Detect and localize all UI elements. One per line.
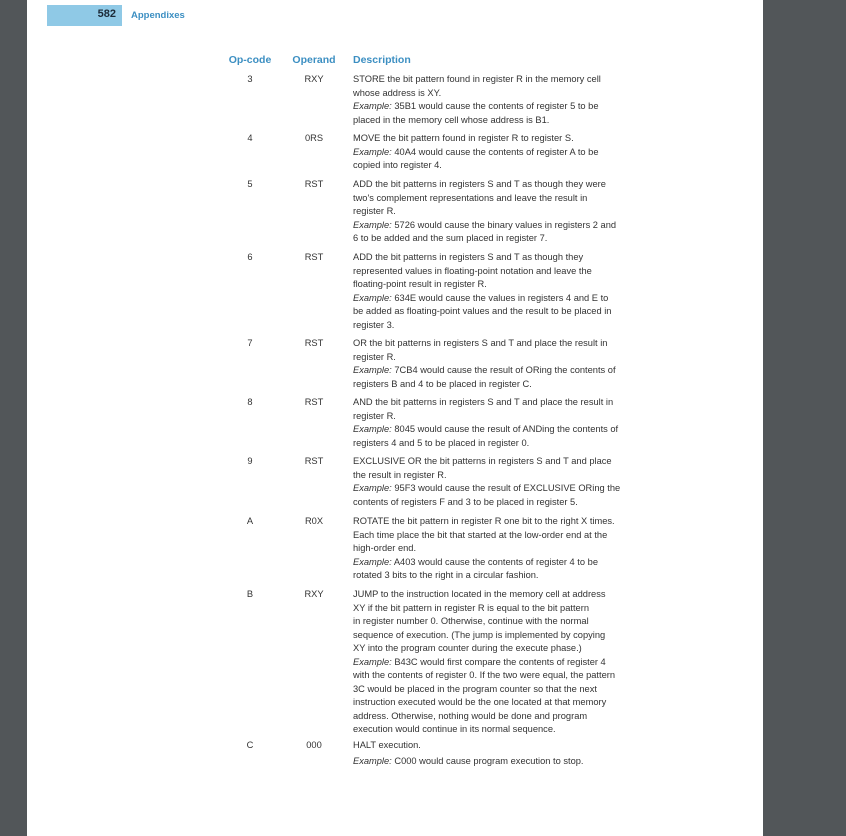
example-line: registers B and 4 to be placed in register C. xyxy=(353,378,532,389)
operand-cell: RST xyxy=(304,456,324,466)
page-number: 582 xyxy=(97,8,116,20)
operand-cell: RXY xyxy=(304,589,324,599)
running-head: Appendixes xyxy=(131,10,185,21)
example-label: Example: xyxy=(353,483,392,493)
example-line xyxy=(353,556,653,570)
example-label: Example: xyxy=(353,755,392,766)
example-label: Example: xyxy=(353,146,392,157)
example-line: address. Otherwise, nothing would be done and program xyxy=(353,710,588,721)
description-line: high-order end. xyxy=(353,543,417,553)
description-line: ROTATE the bit pattern in register R one bit to the right X times. xyxy=(353,516,615,526)
operand-cell: RXY xyxy=(304,74,324,84)
example-text: 5726 would cause the binary values in registers 2 and xyxy=(394,219,617,230)
page-number-tab xyxy=(47,5,122,26)
example-line xyxy=(353,364,653,378)
description-line: register R. xyxy=(353,351,396,362)
description-line: ADD the bit patterns in registers S and T as though they xyxy=(353,252,584,262)
example-text: 35B1 would cause the contents of register 5 to be xyxy=(394,101,599,111)
document-page xyxy=(27,0,763,836)
example-text: 95F3 would cause the result of EXCLUSIVE ORing the xyxy=(394,483,621,493)
operand-cell: RST xyxy=(304,252,324,262)
description-line: JUMP to the instruction located in the memory cell at address xyxy=(353,589,606,599)
example-line: be added as floating-point values and the result to be placed in xyxy=(353,306,612,316)
description-line: register R. xyxy=(353,206,396,216)
example-line xyxy=(353,755,653,769)
description-line: MOVE the bit pattern found in register R to register S. xyxy=(353,133,574,143)
opcode-cell: 7 xyxy=(247,338,253,348)
operand-cell: 000 xyxy=(306,740,322,750)
example-line xyxy=(353,292,653,306)
description-line: floating-point result in register R. xyxy=(353,279,487,289)
example-label: Example: xyxy=(353,101,392,111)
description-cell xyxy=(353,588,653,737)
description-line: ADD the bit patterns in registers S and T as though they were xyxy=(353,179,606,189)
example-line: 3C would be placed in the program counter so that the next xyxy=(353,683,597,694)
example-label: Example: xyxy=(353,219,392,230)
example-line: 6 to be added and the sum placed in register 7. xyxy=(353,233,548,243)
opcode-cell: 4 xyxy=(247,133,253,143)
description-line: two's complement representations and leave the result in xyxy=(353,192,588,203)
example-text: C000 would cause program execution to stop. xyxy=(394,755,584,766)
description-cell xyxy=(353,178,653,246)
opcode-cell: C xyxy=(246,740,254,750)
description-cell xyxy=(353,132,653,173)
example-line: instruction executed would be the one located at that memory xyxy=(353,697,607,707)
example-line: register 3. xyxy=(353,319,395,330)
opcode-cell: A xyxy=(246,516,254,526)
example-label: Example: xyxy=(353,424,392,434)
example-text: 7CB4 would cause the result of ORing the contents of xyxy=(394,365,616,375)
description-cell xyxy=(353,73,653,127)
column-header-description: Description xyxy=(353,54,411,66)
example-line xyxy=(353,146,653,160)
example-line: execution would continue in its normal sequence. xyxy=(353,724,556,734)
opcode-cell: 9 xyxy=(247,456,253,466)
operand-cell: 0RS xyxy=(304,133,324,143)
description-cell xyxy=(353,396,653,450)
description-line: XY into the program counter during the execute phase.) xyxy=(353,643,582,653)
example-text: A403 would cause the contents of register 4 to be xyxy=(393,556,598,567)
description-line: AND the bit patterns in registers S and T and place the result in xyxy=(353,397,614,407)
example-text: 40A4 would cause the contents of register A to be xyxy=(394,146,599,157)
description-line: HALT execution. xyxy=(353,740,421,750)
example-line xyxy=(353,423,653,437)
operand-cell: R0X xyxy=(304,516,324,526)
opcode-cell: 3 xyxy=(247,74,253,84)
example-label: Example: xyxy=(353,292,392,303)
example-line: rotated 3 bits to the right in a circular fashion. xyxy=(353,570,539,580)
description-cell xyxy=(353,337,653,391)
example-label: Example: xyxy=(353,656,392,667)
example-label: Example: xyxy=(353,365,392,375)
example-line: registers 4 and 5 to be placed in register 0. xyxy=(353,437,530,448)
description-line: OR the bit patterns in registers S and T and place the result in xyxy=(353,338,608,348)
description-line: whose address is XY. xyxy=(353,87,442,98)
example-label: Example: xyxy=(353,556,392,567)
opcode-cell: 8 xyxy=(247,397,253,407)
example-line xyxy=(353,482,653,496)
description-line: the result in register R. xyxy=(353,469,447,480)
description-line: EXCLUSIVE OR the bit patterns in registers S and T and place xyxy=(353,456,612,466)
example-line: with the contents of register 0. If the two were equal, the pattern xyxy=(353,670,616,680)
description-line: sequence of execution. (The jump is implemented by copying xyxy=(353,629,606,640)
example-line: placed in the memory cell whose address is B1. xyxy=(353,114,550,125)
operand-cell: RST xyxy=(304,179,324,189)
description-cell xyxy=(353,739,653,768)
operand-cell: RST xyxy=(304,338,324,348)
example-text: 634E would cause the values in registers 4 and E to xyxy=(394,292,609,303)
example-line xyxy=(353,100,653,114)
example-line: contents of registers F and 3 to be placed in register 5. xyxy=(353,496,578,507)
description-line: register R. xyxy=(353,410,396,421)
description-cell xyxy=(353,251,653,332)
example-text: 8045 would cause the result of ANDing the contents of xyxy=(394,424,619,434)
description-line: in register number 0. Otherwise, continue with the normal xyxy=(353,616,589,626)
opcode-cell: 6 xyxy=(247,252,253,262)
description-line: STORE the bit pattern found in register R in the memory cell xyxy=(353,74,601,84)
example-text: B43C would first compare the contents of register 4 xyxy=(394,656,606,667)
description-cell xyxy=(353,455,653,509)
example-line xyxy=(353,656,653,670)
opcode-cell: B xyxy=(246,589,254,599)
column-header-opcode: Op-code xyxy=(228,54,272,66)
description-cell xyxy=(353,515,653,583)
description-line: represented values in floating-point notation and leave the xyxy=(353,265,592,276)
opcode-cell: 5 xyxy=(247,179,253,189)
column-header-operand: Operand xyxy=(292,54,336,66)
description-line: Each time place the bit that started at the low-order end at the xyxy=(353,529,608,540)
example-line: copied into register 4. xyxy=(353,160,442,170)
description-line: XY if the bit pattern in register R is equal to the bit pattern xyxy=(353,602,589,613)
operand-cell: RST xyxy=(304,397,324,407)
example-line xyxy=(353,219,653,233)
